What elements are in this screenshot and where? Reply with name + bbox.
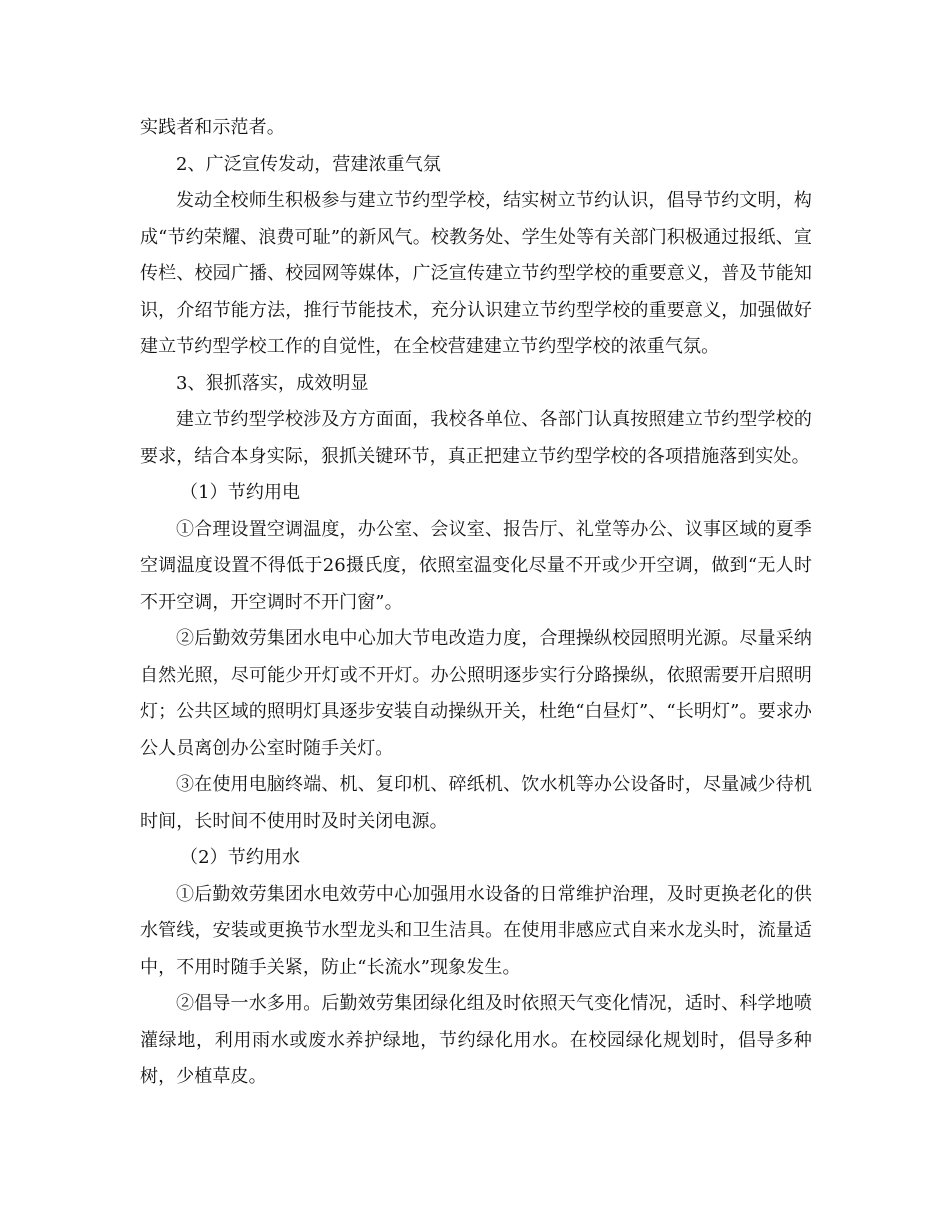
paragraph-continuation: 实践者和示范者。 xyxy=(140,117,285,138)
section-heading-3: 3、狠抓落实，成效明显 xyxy=(176,372,369,394)
paragraph-lighting: ②后勤效劳集团水电中心加大节电改造力度，合理操纵校园照明光源。尽量采纳自然光照，尽可能少开灯或不开灯。办公照明逐步实行分路操纵，依照需要开启照明灯；公共区域的照明灯具逐步安装自动操纵开关，杜绝“白昼灯”、“长明灯”。要求办公人员离创办公室时随手关灯。 xyxy=(140,628,812,759)
paragraph-publicity: 发动全校师生积极参与建立节约型学校，结实树立节约认识，倡导节约文明，构成“节约荣耀、浪费可耻”的新风气。校教务处、学生处等有关部门积极通过报纸、宣传栏、校园广播、校园网等媒体，广泛宣传建立节约型学校的重要意义，普及节能知识，介绍节能方法，推行节能技术，充分认识建立节约型学校的重要意义，加强做好建立节约型学校工作的自觉性，在全校营建建立节约型学校的浓重气氛。 xyxy=(140,190,812,357)
subheading-save-electricity: （1）节约用电 xyxy=(180,482,301,503)
subheading-save-water: （2）节约用水 xyxy=(180,847,301,868)
paragraph-air-conditioning: ①合理设置空调温度，办公室、会议室、报告厅、礼堂等办公、议事区域的夏季空调温度设置不得低于26摄氏度，依照室温变化尽量不开或少开空调，做到“无人时不开空调，开空调时不开门窗”。 xyxy=(140,518,812,613)
document-body xyxy=(140,110,812,1096)
paragraph-implementation: 建立节约型学校涉及方方面面，我校各单位、各部门认真按照建立节约型学校的要求，结合本身实际，狠抓关键环节，真正把建立节约型学校的各项措施落到实处。 xyxy=(140,409,812,467)
paragraph-water-maintenance: ①后勤效劳集团水电效劳中心加强用水设备的日常维护治理，及时更换老化的供水管线，安装或更换节水型龙头和卫生洁具。在使用非感应式自来水龙头时，流量适中，不用时随手关紧，防止“长流水”现象发生。 xyxy=(140,883,812,978)
paragraph-office-equipment: ③在使用电脑终端、机、复印机、碎纸机、饮水机等办公设备时，尽量减少待机时间，长时间不使用时及时关闭电源。 xyxy=(140,774,812,832)
section-heading-2: 2、广泛宣传发动，营建浓重气氛 xyxy=(176,153,441,175)
paragraph-water-reuse: ②倡导一水多用。后勤效劳集团绿化组及时依照天气变化情况，适时、科学地喷灌绿地，利用雨水或废水养护绿地，节约绿化用水。在校园绿化规划时，倡导多种树，少植草皮。 xyxy=(140,993,812,1087)
